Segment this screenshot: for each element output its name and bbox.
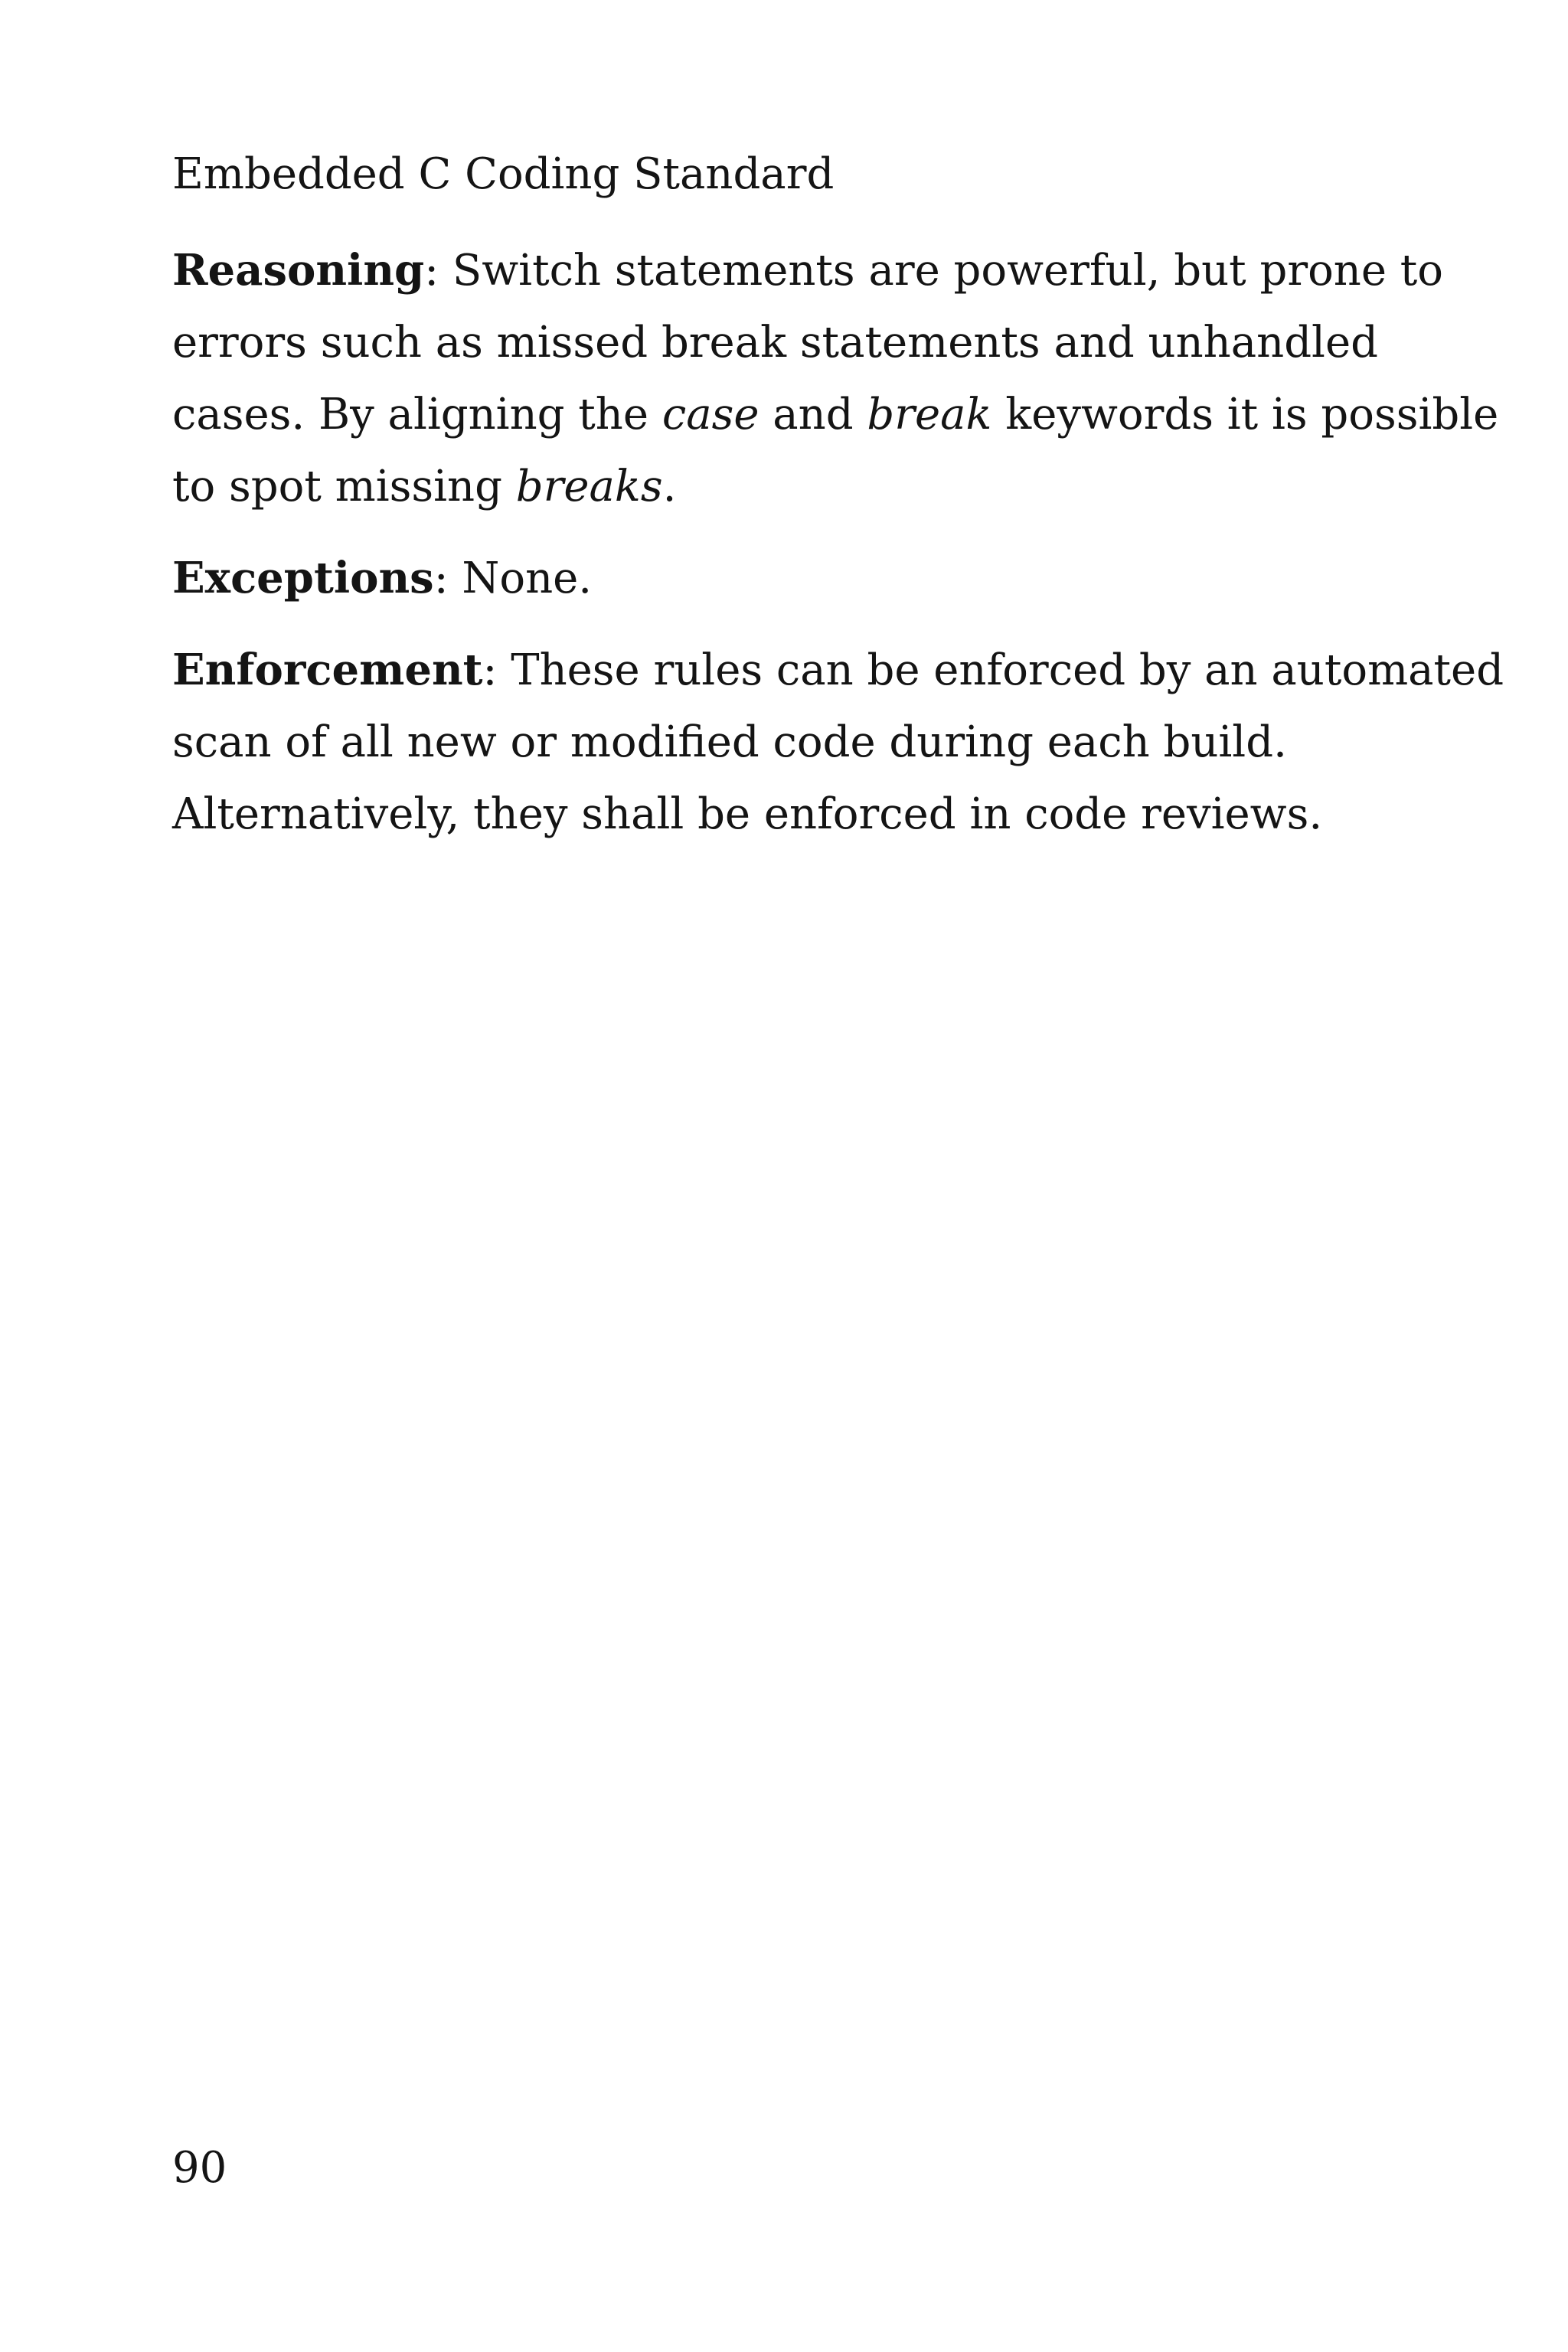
- exceptions-paragraph: [172, 542, 1351, 615]
- exceptions-label: Exceptions: [172, 553, 434, 603]
- running-header: Embedded C Coding Standard: [172, 149, 835, 199]
- exceptions-text: : None.: [433, 554, 593, 603]
- enforcement-line-1-text: : These rules can be enforced by an automated: [482, 645, 1504, 695]
- enforcement-line-3: Alternatively, they shall be enforced in code reviews.: [172, 789, 1323, 839]
- reasoning-line-3-pre: cases. By aligning the: [172, 390, 662, 439]
- reasoning-paragraph: [172, 234, 1499, 523]
- enforcement-line-1: [172, 634, 1504, 707]
- reasoning-line-4-post: .: [662, 462, 677, 511]
- reasoning-line-3: [172, 379, 1499, 451]
- reasoning-line-3-post: keywords it is possible: [991, 390, 1499, 439]
- exceptions-line: [172, 542, 1351, 615]
- enforcement-line-2: scan of all new or modified code during each build.: [172, 717, 1287, 767]
- keyword-case: case: [662, 390, 760, 439]
- reasoning-line-1-text: : Switch statements are powerful, but prone to: [424, 246, 1444, 296]
- reasoning-line-1: [172, 234, 1444, 307]
- keyword-break: break: [867, 390, 992, 439]
- reasoning-line-4-pre: to spot missing: [172, 462, 516, 511]
- reasoning-line-2: errors such as missed break statements and unhandled: [172, 318, 1378, 368]
- reasoning-line-3-mid: and: [759, 390, 867, 439]
- reasoning-line-4: [172, 451, 1351, 523]
- page-number: 90: [172, 2143, 227, 2193]
- enforcement-paragraph: [172, 634, 1504, 851]
- keyword-breaks: breaks: [515, 462, 663, 511]
- reasoning-label: Reasoning: [172, 245, 425, 296]
- enforcement-label: Enforcement: [172, 645, 483, 695]
